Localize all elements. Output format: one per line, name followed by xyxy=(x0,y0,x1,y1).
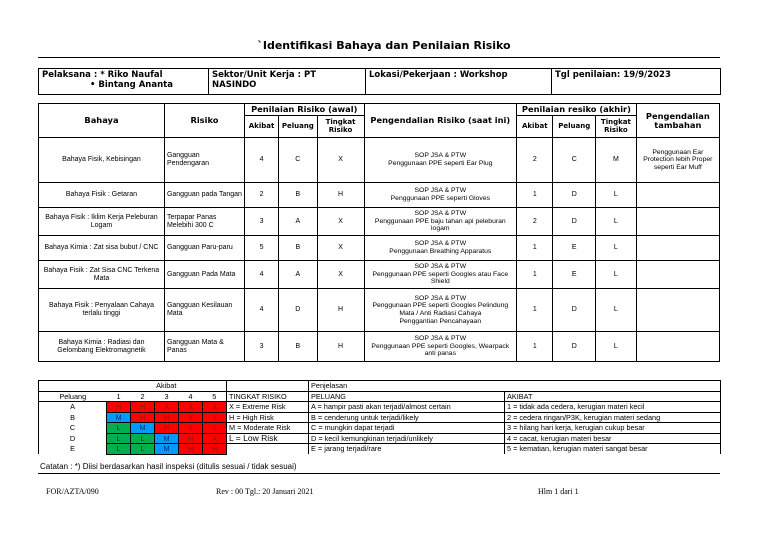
legend-akibat-item: 2 = cedera ringan/P3K, kerugian materi sedang xyxy=(505,412,721,423)
matrix-cell: M xyxy=(131,423,155,434)
legend-akibat-item: 3 = hilang hari kerja, kerugian cukup besar xyxy=(505,423,721,434)
akibat-awal-cell: 4 xyxy=(244,138,278,183)
tingkat-awal-cell: X xyxy=(317,208,364,236)
matrix-cell: M xyxy=(155,444,179,455)
pengendalian-cell: SOP JSA & PTW Penggunaan PPE baju tahan api peleburan logam xyxy=(364,208,517,236)
matrix-cell: X xyxy=(203,423,227,434)
legend-blank xyxy=(39,381,107,392)
peluang-akhir-cell: E xyxy=(553,236,596,261)
pengendalian-cell: SOP JSA & PTW Penggunaan PPE seperti Ear Plug xyxy=(364,138,517,183)
legend-akibat-col: 1 xyxy=(107,391,131,402)
peluang-awal-cell: B xyxy=(279,183,317,208)
matrix-cell: M xyxy=(155,433,179,444)
akibat-awal-cell: 2 xyxy=(244,183,278,208)
akibat-akhir-cell: 1 xyxy=(517,261,553,289)
info-table xyxy=(38,68,721,95)
matrix-cell: X xyxy=(179,402,203,413)
matrix-cell: H xyxy=(155,423,179,434)
legend-blank xyxy=(227,381,309,392)
matrix-cell: H xyxy=(107,402,131,413)
bahaya-cell: Bahaya Kimia : Radiasi dan Gelombang Elektromagnetik xyxy=(39,332,165,362)
pelaksana-cell xyxy=(39,69,209,95)
tingkat-akhir-cell: M xyxy=(596,138,637,183)
footer-page: Hlm 1 dari 1 xyxy=(538,487,579,496)
tingkat-awal-cell: X xyxy=(317,236,364,261)
pengendalian-cell: SOP JSA & PTW Penggunaan PPE seperti Googles, Wearpack anti panas xyxy=(364,332,517,362)
legend-row xyxy=(39,444,721,455)
akibat-akhir-cell: 1 xyxy=(517,332,553,362)
bahaya-cell: Bahaya Fisik : Iklim Kerja Peleburan Logam xyxy=(39,208,165,236)
tambahan-cell xyxy=(636,261,719,289)
akibat-akhir-cell: 1 xyxy=(517,289,553,332)
peluang-awal-cell: A xyxy=(279,261,317,289)
bahaya-cell: Bahaya Fisik : Penyalaan Cahaya terlalu tinggi xyxy=(39,289,165,332)
legend-tingkat-item: M = Moderate Risk xyxy=(227,423,309,434)
akibat-akhir-cell: 2 xyxy=(517,138,553,183)
matrix-row-label: E xyxy=(39,444,107,455)
peluang-akhir-cell: D xyxy=(553,183,596,208)
legend-row xyxy=(39,391,721,402)
matrix-cell: M xyxy=(107,412,131,423)
legend-row xyxy=(39,402,721,413)
legend-tingkat-item: X = Extreme Risk xyxy=(227,402,309,413)
matrix-cell: L xyxy=(131,444,155,455)
sektor-cell: Sektor/Unit Kerja : PT NASINDO xyxy=(209,69,366,95)
matrix-cell: H xyxy=(203,444,227,455)
legend-peluang-item: E = jarang terjadi/rare xyxy=(309,444,505,455)
header-akhir: Penilaian resiko (akhir) xyxy=(517,104,637,116)
legend-table xyxy=(38,380,721,455)
peluang-akhir-cell: D xyxy=(553,289,596,332)
header-bahaya: Bahaya xyxy=(39,104,165,138)
matrix-row-label: D xyxy=(39,433,107,444)
tambahan-cell xyxy=(636,289,719,332)
table-row xyxy=(39,208,720,236)
header-peluang-akhir: Peluang xyxy=(553,116,596,138)
note-rule xyxy=(38,473,720,474)
tambahan-cell xyxy=(636,236,719,261)
pelaksana-name-2: • Bintang Ananta xyxy=(90,80,173,90)
legend-tingkat-item: H = High Risk xyxy=(227,412,309,423)
pelaksana-label: Pelaksana : * xyxy=(42,70,105,80)
akibat-akhir-cell: 1 xyxy=(517,183,553,208)
legend-peluang-item: A = hampir pasti akan terjadi/almost certain xyxy=(309,402,505,413)
pengendalian-cell: SOP JSA & PTW Penggunaan PPE seperti Googles atau Face Shield xyxy=(364,261,517,289)
matrix-cell: L xyxy=(107,433,131,444)
legend-tingkat-item xyxy=(227,444,309,455)
matrix-cell: H xyxy=(131,412,155,423)
tambahan-cell xyxy=(636,332,719,362)
legend-peluang-item: D = kecil kemungkinan terjadi/unlikely xyxy=(309,433,505,444)
risiko-cell: Gangguan Pendengaran xyxy=(164,138,244,183)
legend-akibat-item: 4 = cacat, kerugian materi besar xyxy=(505,433,721,444)
legend-penjelasan: Penjelasan xyxy=(309,381,721,392)
akibat-awal-cell: 4 xyxy=(244,261,278,289)
peluang-akhir-cell: C xyxy=(553,138,596,183)
header-tingkat-akhir: Tingkat Risiko xyxy=(596,116,637,138)
table-row xyxy=(39,138,720,183)
matrix-cell: X xyxy=(155,402,179,413)
title-rule xyxy=(38,57,720,58)
pengendalian-cell: SOP JSA & PTW Penggunaan PPE seperti Gloves xyxy=(364,183,517,208)
matrix-cell: L xyxy=(131,433,155,444)
matrix-cell: H xyxy=(179,444,203,455)
table-row xyxy=(39,261,720,289)
risk-table xyxy=(38,103,720,362)
peluang-awal-cell: B xyxy=(279,236,317,261)
legend-akibat-col: 3 xyxy=(155,391,179,402)
legend-tingkat-item: L = Low Risk xyxy=(227,433,309,444)
peluang-akhir-cell: D xyxy=(553,332,596,362)
tingkat-akhir-cell: L xyxy=(596,261,637,289)
tingkat-awal-cell: H xyxy=(317,332,364,362)
page-title: `Identifikasi Bahaya dan Penilaian Risiko xyxy=(257,39,511,52)
pelaksana-name-1: Riko Naufal xyxy=(107,70,163,80)
risiko-cell: Gangguan pada Tangan xyxy=(164,183,244,208)
legend-peluang-label: Peluang xyxy=(39,391,107,402)
legend-tingkat-header: TINGKAT RISIKO xyxy=(227,391,309,402)
matrix-row-label: A xyxy=(39,402,107,413)
matrix-cell: X xyxy=(203,412,227,423)
tingkat-akhir-cell: L xyxy=(596,208,637,236)
legend-akibat-item: 1 = tidak ada cedera, kerugian materi kecil xyxy=(505,402,721,413)
tingkat-akhir-cell: L xyxy=(596,332,637,362)
tingkat-akhir-cell: L xyxy=(596,183,637,208)
tingkat-awal-cell: H xyxy=(317,183,364,208)
header-akibat-akhir: Akibat xyxy=(517,116,553,138)
akibat-akhir-cell: 2 xyxy=(517,208,553,236)
peluang-awal-cell: B xyxy=(279,332,317,362)
matrix-cell: X xyxy=(179,423,203,434)
header-pengendalian: Pengendalian Risiko (saat ini) xyxy=(364,104,517,138)
bahaya-cell: Bahaya Fisik : Zat Sisa CNC Terkena Mata xyxy=(39,261,165,289)
tingkat-awal-cell: X xyxy=(317,138,364,183)
bahaya-cell: Bahaya Fisik : Getaran xyxy=(39,183,165,208)
table-row xyxy=(39,289,720,332)
akibat-awal-cell: 5 xyxy=(244,236,278,261)
table-row xyxy=(39,236,720,261)
table-row xyxy=(39,332,720,362)
legend-akibat-col: 2 xyxy=(131,391,155,402)
legend-peluang-item: B = cenderung untuk terjadi/likely xyxy=(309,412,505,423)
matrix-cell: H xyxy=(155,412,179,423)
matrix-cell: X xyxy=(203,402,227,413)
footer-code: FOR/AZTA/090 xyxy=(46,487,99,496)
akibat-akhir-cell: 1 xyxy=(517,236,553,261)
bahaya-cell: Bahaya Fisik, Kebisingan xyxy=(39,138,165,183)
legend-akibat-header: Akibat xyxy=(107,381,227,392)
matrix-row-label: B xyxy=(39,412,107,423)
pengendalian-cell: SOP JSA & PTW Penggunaan Breathing Apparatus xyxy=(364,236,517,261)
matrix-cell: L xyxy=(107,444,131,455)
peluang-awal-cell: D xyxy=(279,289,317,332)
header-awal: Penilaian Risiko (awal) xyxy=(244,104,364,116)
lokasi-cell: Lokasi/Pekerjaan : Workshop xyxy=(366,69,552,95)
matrix-cell: L xyxy=(107,423,131,434)
legend-row xyxy=(39,412,721,423)
risiko-cell: Gangguan Paru-paru xyxy=(164,236,244,261)
header-akibat-awal: Akibat xyxy=(244,116,278,138)
note: Catatan : *) Diisi berdasarkan hasil inspeksi (ditulis sesuai / tidak sesuai) xyxy=(40,462,297,471)
table-row xyxy=(39,183,720,208)
akibat-awal-cell: 3 xyxy=(244,208,278,236)
matrix-cell: H xyxy=(179,433,203,444)
header-tambahan: Pengendalian tambahan xyxy=(636,104,719,138)
peluang-akhir-cell: D xyxy=(553,208,596,236)
tingkat-akhir-cell: L xyxy=(596,236,637,261)
risiko-cell: Terpapar Panas Melebihi 300 C xyxy=(164,208,244,236)
akibat-awal-cell: 4 xyxy=(244,289,278,332)
tambahan-cell xyxy=(636,208,719,236)
legend-akibat-header2: AKIBAT xyxy=(505,391,721,402)
header-peluang-awal: Peluang xyxy=(279,116,317,138)
peluang-awal-cell: C xyxy=(279,138,317,183)
tingkat-awal-cell: H xyxy=(317,289,364,332)
header-tingkat-awal: Tingkat Risiko xyxy=(317,116,364,138)
bahaya-cell: Bahaya Kimia : Zat sisa bubut / CNC xyxy=(39,236,165,261)
legend-row xyxy=(39,381,721,392)
header-risiko: Risiko xyxy=(164,104,244,138)
tingkat-awal-cell: X xyxy=(317,261,364,289)
tgl-cell: Tgl penilaian: 19/9/2023 xyxy=(552,69,721,95)
matrix-cell: X xyxy=(179,412,203,423)
tambahan-cell xyxy=(636,183,719,208)
footer-rev: Rev : 00 Tgl.: 20 Januari 2021 xyxy=(216,487,314,496)
peluang-akhir-cell: E xyxy=(553,261,596,289)
pengendalian-cell: SOP JSA & PTW Penggunaan PPE seperti Googles Pelindung Mata / Anti Radiasi Cahaya Penggantian Pencahayaan xyxy=(364,289,517,332)
matrix-row-label: C xyxy=(39,423,107,434)
akibat-awal-cell: 3 xyxy=(244,332,278,362)
legend-row xyxy=(39,423,721,434)
legend-peluang-header: PELUANG xyxy=(309,391,505,402)
legend-peluang-item: C = mungkin dapat terjadi xyxy=(309,423,505,434)
legend-akibat-item: 5 = kematian, kerugian materi sangat besar xyxy=(505,444,721,455)
legend-akibat-col: 4 xyxy=(179,391,203,402)
tingkat-akhir-cell: L xyxy=(596,289,637,332)
matrix-cell: H xyxy=(131,402,155,413)
legend-akibat-col: 5 xyxy=(203,391,227,402)
risiko-cell: Gangguan Kesilauan Mata xyxy=(164,289,244,332)
peluang-awal-cell: A xyxy=(279,208,317,236)
risiko-cell: Gangguan Mata & Panas xyxy=(164,332,244,362)
legend-row xyxy=(39,433,721,444)
tambahan-cell: Penggunaan Ear Protection lebih Proper seperti Ear Muff xyxy=(636,138,719,183)
matrix-cell: X xyxy=(203,433,227,444)
risiko-cell: Gangguan Pada Mata xyxy=(164,261,244,289)
